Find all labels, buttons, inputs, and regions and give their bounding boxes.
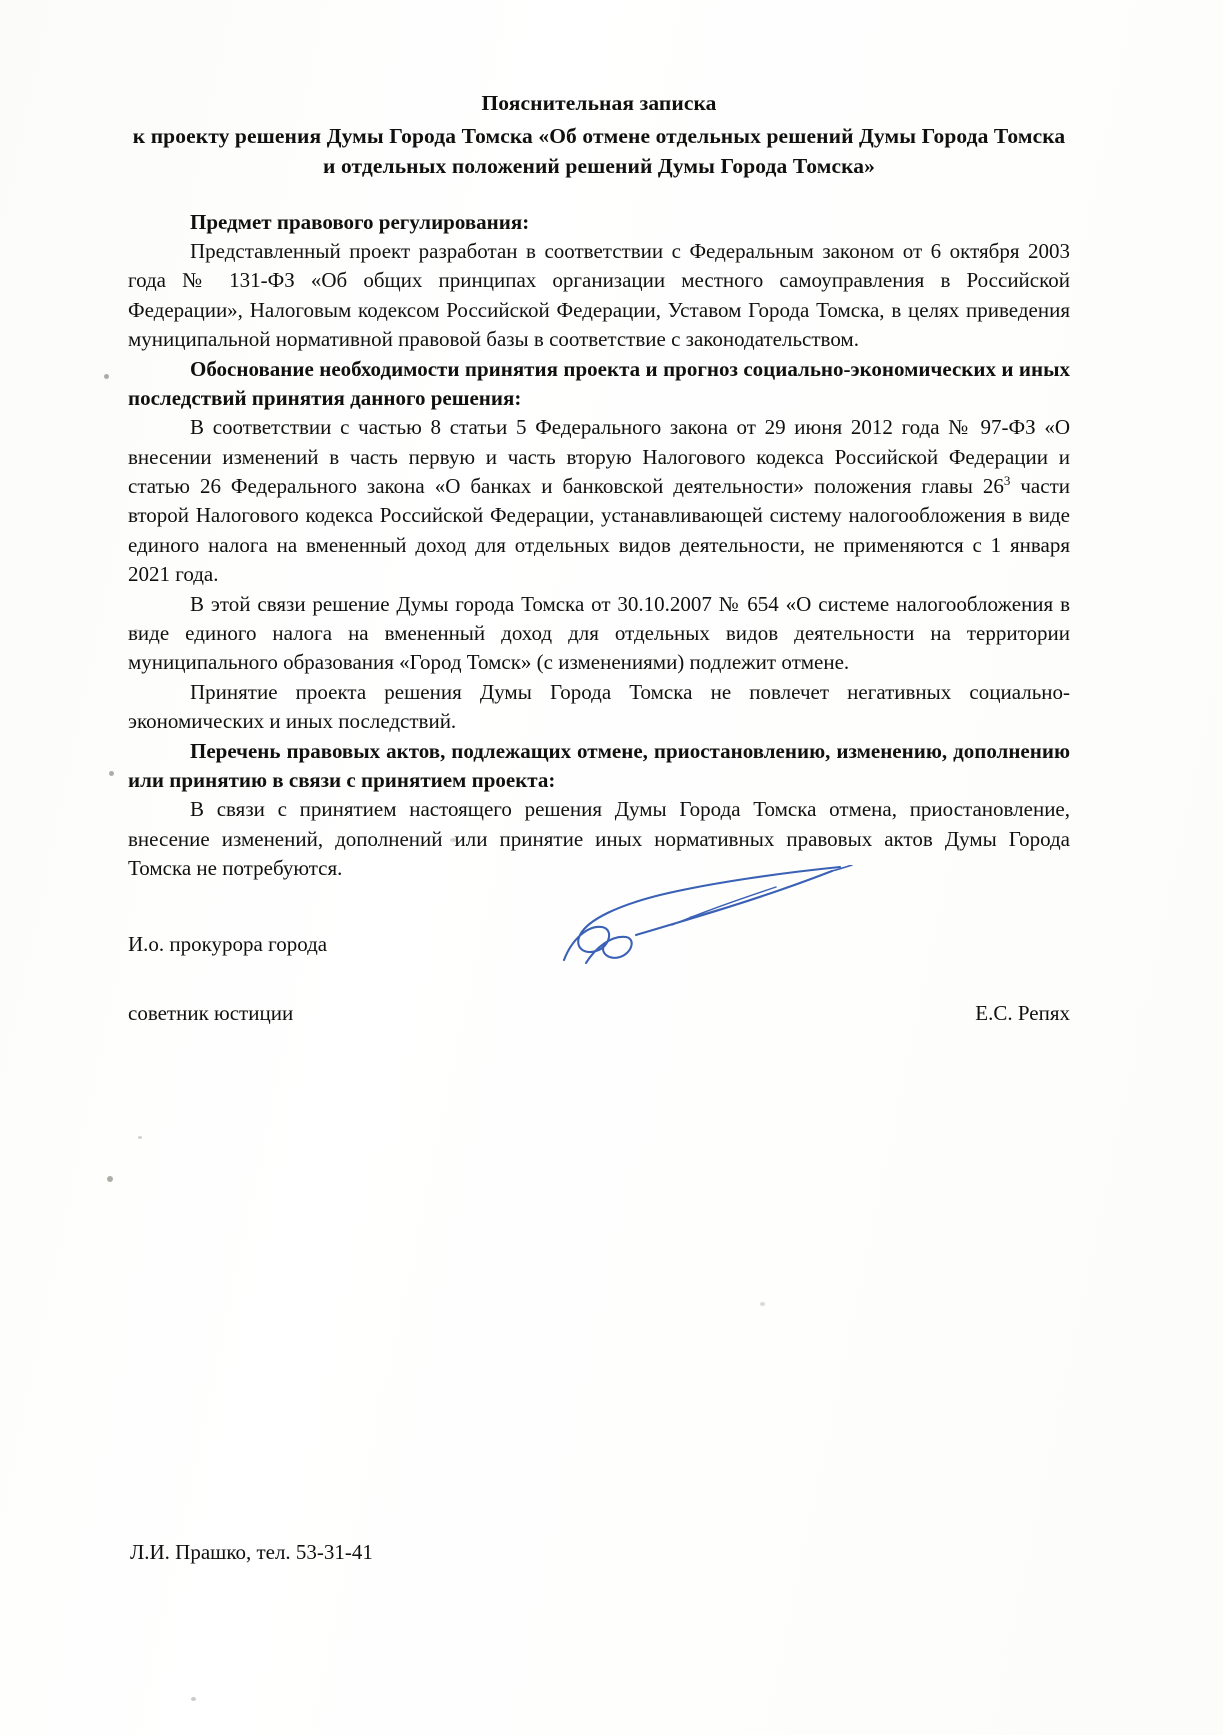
scan-speck xyxy=(191,1697,196,1701)
signature-block xyxy=(128,930,1070,1029)
title-line-1: Пояснительная записка xyxy=(481,91,717,115)
paragraph-justification-1-tail: части второй Налогового кодекса Российской Федерации, устанавливающей систему налогообложения в виде единого налога на вмененный доход для отдельных видов деятельности, не применяются с 1 января 2021 года. xyxy=(128,474,1070,587)
paragraph-justification-3: Принятие проекта решения Думы Города Томска не повлечет негативных социально-экономических и иных последствий. xyxy=(128,679,1070,734)
scan-speck xyxy=(138,1136,142,1139)
paragraph-justification-1-head: В соответствии с частью 8 статьи 5 Федерального закона от 29 июня 2012 года № 97-ФЗ «О внесении изменений в часть первую и часть вторую Налогового кодекса Российской Федерации и статью 26 Федерального закона «О банках и банковской деятельности» положения главы 26 xyxy=(128,415,1070,499)
signer-rank: советник юстиции xyxy=(128,1001,294,1026)
document-footer-contact: Л.И. Прашко, тел. 53-31-41 xyxy=(130,1540,373,1564)
section-heading-acts-list: Перечень правовых актов, подлежащих отмене, приостановлению, изменению, дополнению или принятию в связи с принятием проекта: xyxy=(128,738,1070,792)
scan-speck xyxy=(107,1176,113,1182)
signer-rank-row xyxy=(128,999,1070,1028)
superscript-chapter-number: 3 xyxy=(1003,473,1011,489)
section-heading-justification: Обоснование необходимости принятия проекта и прогноз социально-экономических и иных последствий принятия данного решения: xyxy=(128,356,1070,410)
document-sections xyxy=(128,208,1070,884)
scan-speck xyxy=(760,1302,765,1306)
paragraph-justification-1 xyxy=(128,413,1070,589)
title-line-2: к проекту решения Думы Города Томска «Об отмене отдельных решений Думы Города Томска и отдельных положений решений Думы Города Томска» xyxy=(132,123,1066,179)
scan-speck xyxy=(109,771,114,776)
document-body xyxy=(128,88,1070,884)
paragraph-acts-list-1: В связи с принятием настоящего решения Думы Города Томска отмена, приостановление, внесение изменений, дополнений или принятие иных нормативных правовых актов Думы Города Томска не потребуются. xyxy=(128,797,1070,881)
scan-speck xyxy=(104,374,109,379)
paragraph-justification-2: В этой связи решение Думы города Томска от 30.10.2007 № 654 «О системе налогообложения в виде единого налога на вмененный доход для отдельных видов деятельности на территории муниципального образования «Город Томск» (с изменениями) подлежит отмене. xyxy=(128,591,1070,675)
document-title xyxy=(128,88,1070,182)
signer-role: И.о. прокурора города xyxy=(128,932,328,956)
paragraph-subject-1: Представленный проект разработан в соответствии с Федеральным законом от 6 октября 2003 года № 131-ФЗ «Об общих принципах организации местного самоуправления в Российской Федерации», Налоговым кодексом Российской Федерации, Уставом Города Томска, в целях приведения муниципальной нормативной правовой базы в соответствие с законодательством. xyxy=(128,238,1070,352)
signer-name: Е.С. Репях xyxy=(975,1001,1070,1026)
section-heading-subject: Предмет правового регулирования: xyxy=(190,209,530,234)
